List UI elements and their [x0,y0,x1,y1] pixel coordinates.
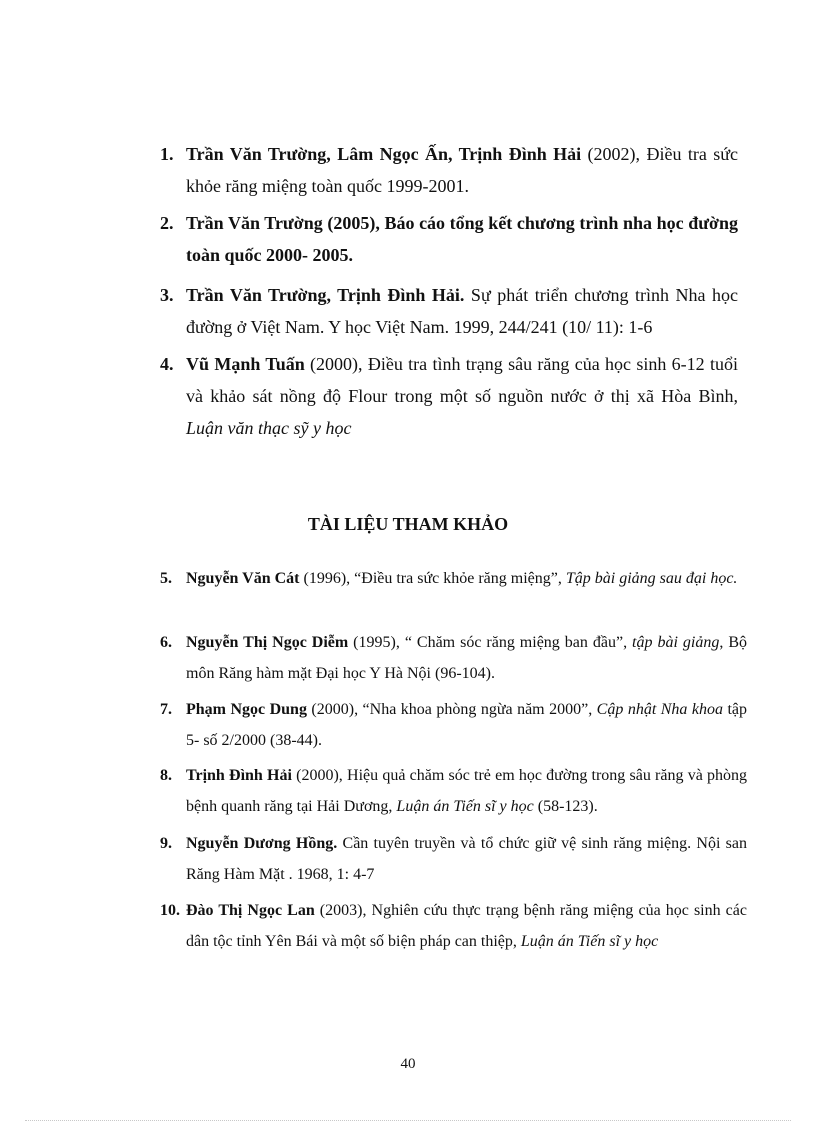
reference-tail: , Bộ môn Răng hàm mặt Đại học Y Hà Nội (96-104). [186,634,747,682]
reference-italic: Luận án Tiến sĩ y học [396,798,534,815]
reference-authors: Vũ Mạnh Tuấn [186,354,305,374]
reference-text: (1996), “Điều tra sức khỏe răng miệng”, [299,570,566,587]
reference-italic: Cập nhật Nha khoa [596,701,723,718]
reference-item [160,760,747,822]
reference-authors: Nguyễn Dương Hồng. [186,835,338,852]
reference-text: (2003), Nghiên cứu thực trạng bệnh răng miệng của học sinh các dân tộc tỉnh Yên Bái và một số biện pháp can thiệp, [186,902,747,950]
reference-item [160,138,738,202]
reference-number: 7. [160,701,172,718]
section-heading: TÀI LIỆU THAM KHẢO [307,514,509,534]
reference-text: (2000), Hiệu quả chăm sóc trẻ em học đường trong sâu răng và phòng bệnh quanh răng tại Hải Dương, [186,767,748,815]
reference-authors: Nguyễn Văn Cát [186,570,300,587]
reference-item [160,828,747,890]
reference-text: (1995), “ Chăm sóc răng miệng ban đầu”, [348,634,633,651]
reference-number: 10. [160,902,180,919]
reference-item [160,563,747,594]
reference-number: 1. [160,144,174,164]
reference-item [160,348,738,444]
reference-authors: Trần Văn Trường (2005), Báo cáo tổng kết chương trình nha học đường toàn quốc 2000- 2005. [186,213,738,265]
reference-item [160,279,738,343]
reference-text: Sự phát triển chương trình Nha học đường ở Việt Nam. Y học Việt Nam. 1999, 244/241 (10/ 11): 1-6 [186,285,738,337]
reference-item [160,627,747,689]
reference-authors: Trần Văn Trường, Lâm Ngọc Ấn, Trịnh Đình Hải [186,144,582,164]
reference-authors: Phạm Ngọc Dung [186,701,307,718]
reference-italic: tập bài giảng [632,634,720,651]
reference-item [160,895,747,957]
reference-authors: Nguyễn Thị Ngọc Diễm [186,634,349,651]
reference-text: (2002), Điều tra sức khỏe răng miệng toàn quốc 1999-2001. [186,144,738,196]
reference-number: 5. [160,570,172,587]
reference-italic: Tập bài giảng sau đại học. [565,570,738,587]
reference-number: 4. [160,354,174,374]
reference-number: 3. [160,285,174,305]
reference-italic: Luận án Tiến sĩ y học [520,933,659,950]
reference-text: (2000), Điều tra tình trạng sâu răng của học sinh 6-12 tuổi và khảo sát nồng độ Flour trong một số nguồn nước ở thị xã Hòa Bình, [186,354,738,406]
page-bottom-divider [25,1120,791,1121]
reference-authors: Trần Văn Trường, Trịnh Đình Hải. [186,285,465,305]
reference-authors: Đào Thị Ngọc Lan [186,902,315,919]
reference-tail: tập 5- số 2/2000 (38-44). [186,701,748,749]
reference-italic: Luận văn thạc sỹ y học [186,418,352,438]
reference-number: 6. [160,634,172,651]
reference-authors: Trịnh Đình Hải [186,767,292,784]
reference-text: Cần tuyên truyền và tổ chức giữ vệ sinh răng miệng. Nội san Răng Hàm Mặt . 1968, 1: 4-7 [186,835,747,883]
reference-text: (2000), “Nha khoa phòng ngừa năm 2000”, [306,701,597,718]
reference-item [160,207,738,271]
reference-item [160,694,747,756]
reference-tail: (58-123). [533,798,598,815]
reference-number: 2. [160,213,174,233]
reference-number: 8. [160,767,172,784]
page-number: 40 [400,1056,416,1072]
reference-number: 9. [160,835,172,852]
